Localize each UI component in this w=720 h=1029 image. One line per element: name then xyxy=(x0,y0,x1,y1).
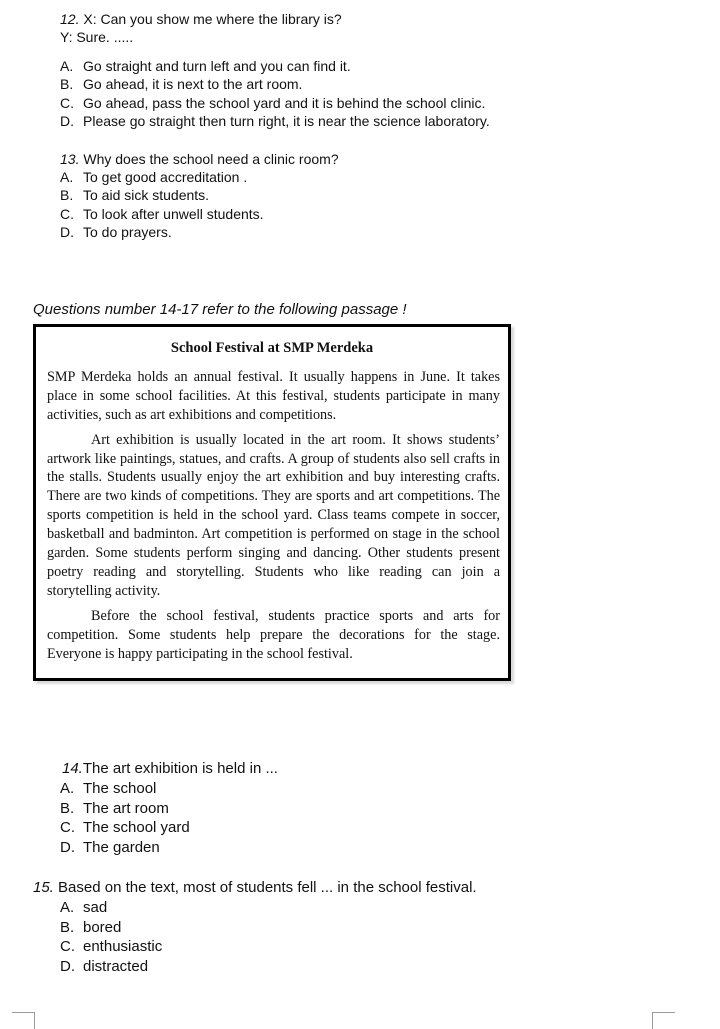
question-text: X: Can you show me where the library is? xyxy=(83,11,342,27)
option-12-a[interactable] xyxy=(60,57,351,75)
question-14-prompt xyxy=(62,759,278,779)
question-number: 15. xyxy=(33,879,54,896)
option-letter: D. xyxy=(60,839,75,856)
option-letter: D. xyxy=(60,224,74,240)
question-text: The art exhibition is held in ... xyxy=(82,760,278,777)
option-text: Please go straight then turn right, it is near the science laboratory. xyxy=(83,113,490,129)
option-14-b[interactable] xyxy=(60,799,169,819)
option-text: The art room xyxy=(83,800,169,817)
option-text: The school yard xyxy=(83,819,190,836)
option-15-c[interactable] xyxy=(60,937,162,957)
question-text: Why does the school need a clinic room? xyxy=(83,151,339,167)
option-letter: A. xyxy=(60,780,75,797)
option-text: To do prayers. xyxy=(83,224,172,240)
option-text: sad xyxy=(83,899,108,916)
option-text: To aid sick students. xyxy=(83,187,210,203)
passage-paragraph-3: Before the school festival, students practice sports and arts for competition. Some students help prepare the decorations for the stage. Everyone is happy participating in the school festival. xyxy=(47,607,500,662)
page-corner-mark-right xyxy=(652,1012,675,1029)
question-text: Based on the text, most of students fell ... in the school festival. xyxy=(58,879,477,896)
option-letter: C. xyxy=(60,938,75,955)
option-13-c[interactable] xyxy=(60,205,264,223)
option-letter: A. xyxy=(60,899,75,916)
option-13-b[interactable] xyxy=(60,186,209,204)
passage-paragraph-1: SMP Merdeka holds an annual festival. It usually happens in June. It takes place in some school facilities. At this festival, students participate in many activities, such as art exhibitions and competitions. xyxy=(47,368,500,423)
option-text: distracted xyxy=(83,958,149,975)
option-12-c[interactable] xyxy=(60,94,485,112)
passage-title: School Festival at SMP Merdeka xyxy=(170,340,374,356)
option-letter: C. xyxy=(60,206,74,222)
option-14-a[interactable] xyxy=(60,779,156,799)
question-13-prompt xyxy=(60,150,339,168)
question-number: 14. xyxy=(62,760,83,777)
option-12-b[interactable] xyxy=(60,75,302,93)
option-text: To look after unwell students. xyxy=(83,206,264,222)
option-text: Go ahead, it is next to the art room. xyxy=(83,76,303,92)
option-letter: B. xyxy=(60,187,74,203)
option-15-d[interactable] xyxy=(60,957,148,977)
option-letter: B. xyxy=(60,76,74,92)
question-12-response: Y: Sure. ..... xyxy=(60,29,134,45)
option-text: bored xyxy=(83,919,122,936)
option-13-d[interactable] xyxy=(60,223,172,241)
option-letter: A. xyxy=(60,169,74,185)
question-15-prompt xyxy=(33,878,477,898)
question-12-prompt xyxy=(60,10,342,28)
question-number: 12. xyxy=(60,11,80,27)
option-text: The school xyxy=(83,780,157,797)
page-corner-mark-left xyxy=(12,1012,35,1029)
option-12-d[interactable] xyxy=(60,112,490,130)
option-15-b[interactable] xyxy=(60,918,121,938)
option-text: enthusiastic xyxy=(83,938,163,955)
option-14-d[interactable] xyxy=(60,838,160,858)
passage-intro: Questions number 14-17 refer to the following passage ! xyxy=(33,301,407,318)
question-number: 13. xyxy=(60,151,80,167)
option-text: To get good accreditation . xyxy=(83,169,248,185)
option-letter: D. xyxy=(60,958,75,975)
option-text: The garden xyxy=(83,839,160,856)
option-letter: A. xyxy=(60,58,74,74)
option-letter: B. xyxy=(60,919,75,936)
option-letter: D. xyxy=(60,113,74,129)
passage-box xyxy=(33,324,511,681)
option-letter: B. xyxy=(60,800,75,817)
option-text: Go ahead, pass the school yard and it is behind the school clinic. xyxy=(83,95,486,111)
option-14-c[interactable] xyxy=(60,818,190,838)
option-letter: C. xyxy=(60,819,75,836)
option-letter: C. xyxy=(60,95,74,111)
option-13-a[interactable] xyxy=(60,168,247,186)
option-15-a[interactable] xyxy=(60,898,107,918)
passage-paragraph-2: Art exhibition is usually located in the art room. It shows students’ artwork like paintings, statues, and crafts. A group of students also sell crafts in the stalls. Students usually enjoy the art exhibition and buy interesting crafts. There are two kinds of competitions. They are sports and art competitions. The sports competition is held in the school yard. Class teams compete in soccer, basketball and badminton. Art competition is performed on stage in the school garden. Some students perform singing and dancing. Other students present poetry reading and storytelling. Students who like reading can join a storytelling activity. xyxy=(47,431,500,599)
option-text: Go straight and turn left and you can find it. xyxy=(83,58,351,74)
